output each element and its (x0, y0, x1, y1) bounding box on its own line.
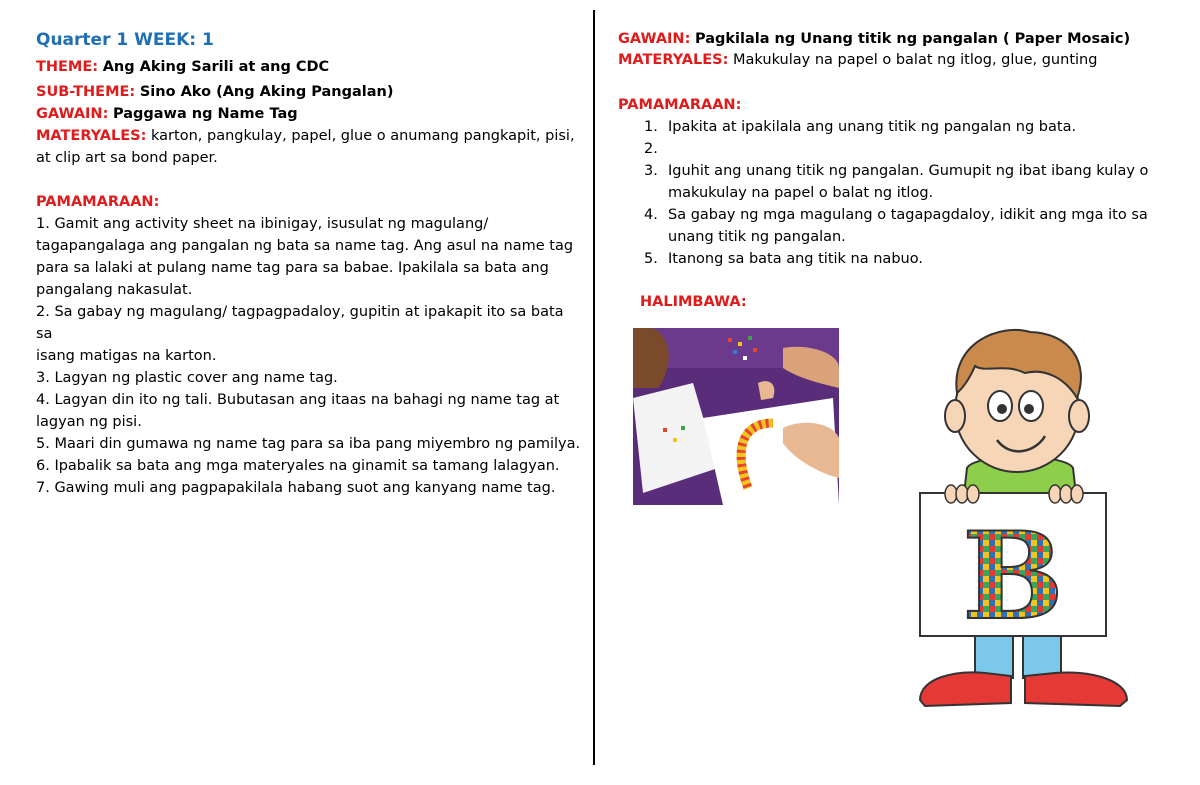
step-number: 4. (644, 207, 658, 223)
right-steps (640, 116, 1180, 270)
left-steps (36, 213, 581, 499)
subtheme-label: SUB-THEME: (36, 84, 136, 100)
step-text: Itanong sa bata ang titik na nabuo. (668, 251, 923, 267)
step-line: 4. Lagyan din ito ng tali. Bubutasan ang itaas na bahagi ng name tag at (36, 392, 560, 408)
boy-clipart (905, 318, 1135, 713)
list-item (640, 204, 1180, 248)
step-number: 3. (644, 163, 658, 179)
right-gawain-label: GAWAIN: (618, 31, 691, 47)
right-gawain-line (618, 28, 1130, 50)
step-line: pangalang nakasulat. (36, 282, 193, 298)
gawain-value: Paggawa ng Name Tag (112, 106, 298, 122)
step-line: 1. Gamit ang activity sheet na ibinigay, isusulat ng magulang/ (36, 216, 489, 232)
gawain-label: GAWAIN: (36, 106, 109, 122)
theme-value: Ang Aking Sarili at ang CDC (102, 59, 330, 75)
step-line: lagyan ng pisi. (36, 414, 142, 430)
materyales-label: MATERYALES: (36, 128, 147, 144)
example-photo (633, 328, 839, 505)
step-line: 3. Lagyan ng plastic cover ang name tag. (36, 370, 338, 386)
step-line: tagapangalaga ang pangalan ng bata sa name tag. Ang asul na name tag (36, 238, 574, 254)
list-item (640, 160, 1180, 204)
gawain-line (36, 103, 298, 125)
step-text-cont: unang titik ng pangalan. (668, 229, 846, 245)
list-item (640, 116, 1180, 138)
step-line: 7. Gawing muli ang pagpapakilala habang suot ang kanyang name tag. (36, 480, 556, 496)
step-line: 2. Sa gabay ng magulang/ tagpagpadaloy, gupitin at ipakapit ito sa bata sa (36, 304, 564, 342)
theme-line (36, 56, 329, 78)
step-text: Iguhit ang unang titik ng pangalan. Gumupit ng ibat ibang kulay o (668, 163, 1149, 179)
materyales-line-2: at clip art sa bond paper. (36, 150, 218, 166)
step-number: 1. (644, 119, 658, 135)
list-item (640, 138, 1180, 160)
step-line: isang matigas na karton. (36, 348, 217, 364)
materyales-line (36, 125, 575, 147)
step-number: 5. (644, 251, 658, 267)
step-line: para sa lalaki at pulang name tag para sa babae. Ipakilala sa bata ang (36, 260, 549, 276)
right-materyales-line (618, 49, 1097, 71)
right-pamamaraan-label: PAMAMARAAN: (618, 97, 742, 113)
step-text: Sa gabay ng mga magulang o tagapagdaloy, idikit ang mga ito sa (668, 207, 1148, 223)
step-line: 5. Maari din gumawa ng name tag para sa iba pang miyembro ng pamilya. (36, 436, 581, 452)
subtheme-value: Sino Ako (Ang Aking Pangalan) (139, 84, 394, 100)
subtheme-line (36, 81, 393, 103)
svg-text:B: B (962, 506, 1064, 647)
right-gawain-value: Pagkilala ng Unang titik ng pangalan ( Paper Mosaic) (694, 31, 1131, 47)
halimbawa-label: HALIMBAWA: (640, 294, 747, 310)
page-title: Quarter 1 WEEK: 1 (36, 30, 214, 50)
column-divider (593, 10, 595, 765)
right-materyales-value: Makukulay na papel o balat ng itlog, glue, gunting (733, 52, 1098, 68)
right-materyales-label: MATERYALES: (618, 52, 729, 68)
step-text-cont: makukulay na papel o balat ng itlog. (668, 185, 934, 201)
list-item (640, 248, 1180, 270)
step-number: 2. (644, 141, 658, 157)
theme-label: THEME: (36, 59, 99, 75)
pamamaraan-label: PAMAMARAAN: (36, 194, 160, 210)
step-text: Ipakita at ipakilala ang unang titik ng pangalan ng bata. (668, 119, 1077, 135)
step-line: 6. Ipabalik sa bata ang mga materyales na ginamit sa tamang lalagyan. (36, 458, 560, 474)
materyales-value: karton, pangkulay, papel, glue o anumang pangkapit, pisi, (151, 128, 575, 144)
